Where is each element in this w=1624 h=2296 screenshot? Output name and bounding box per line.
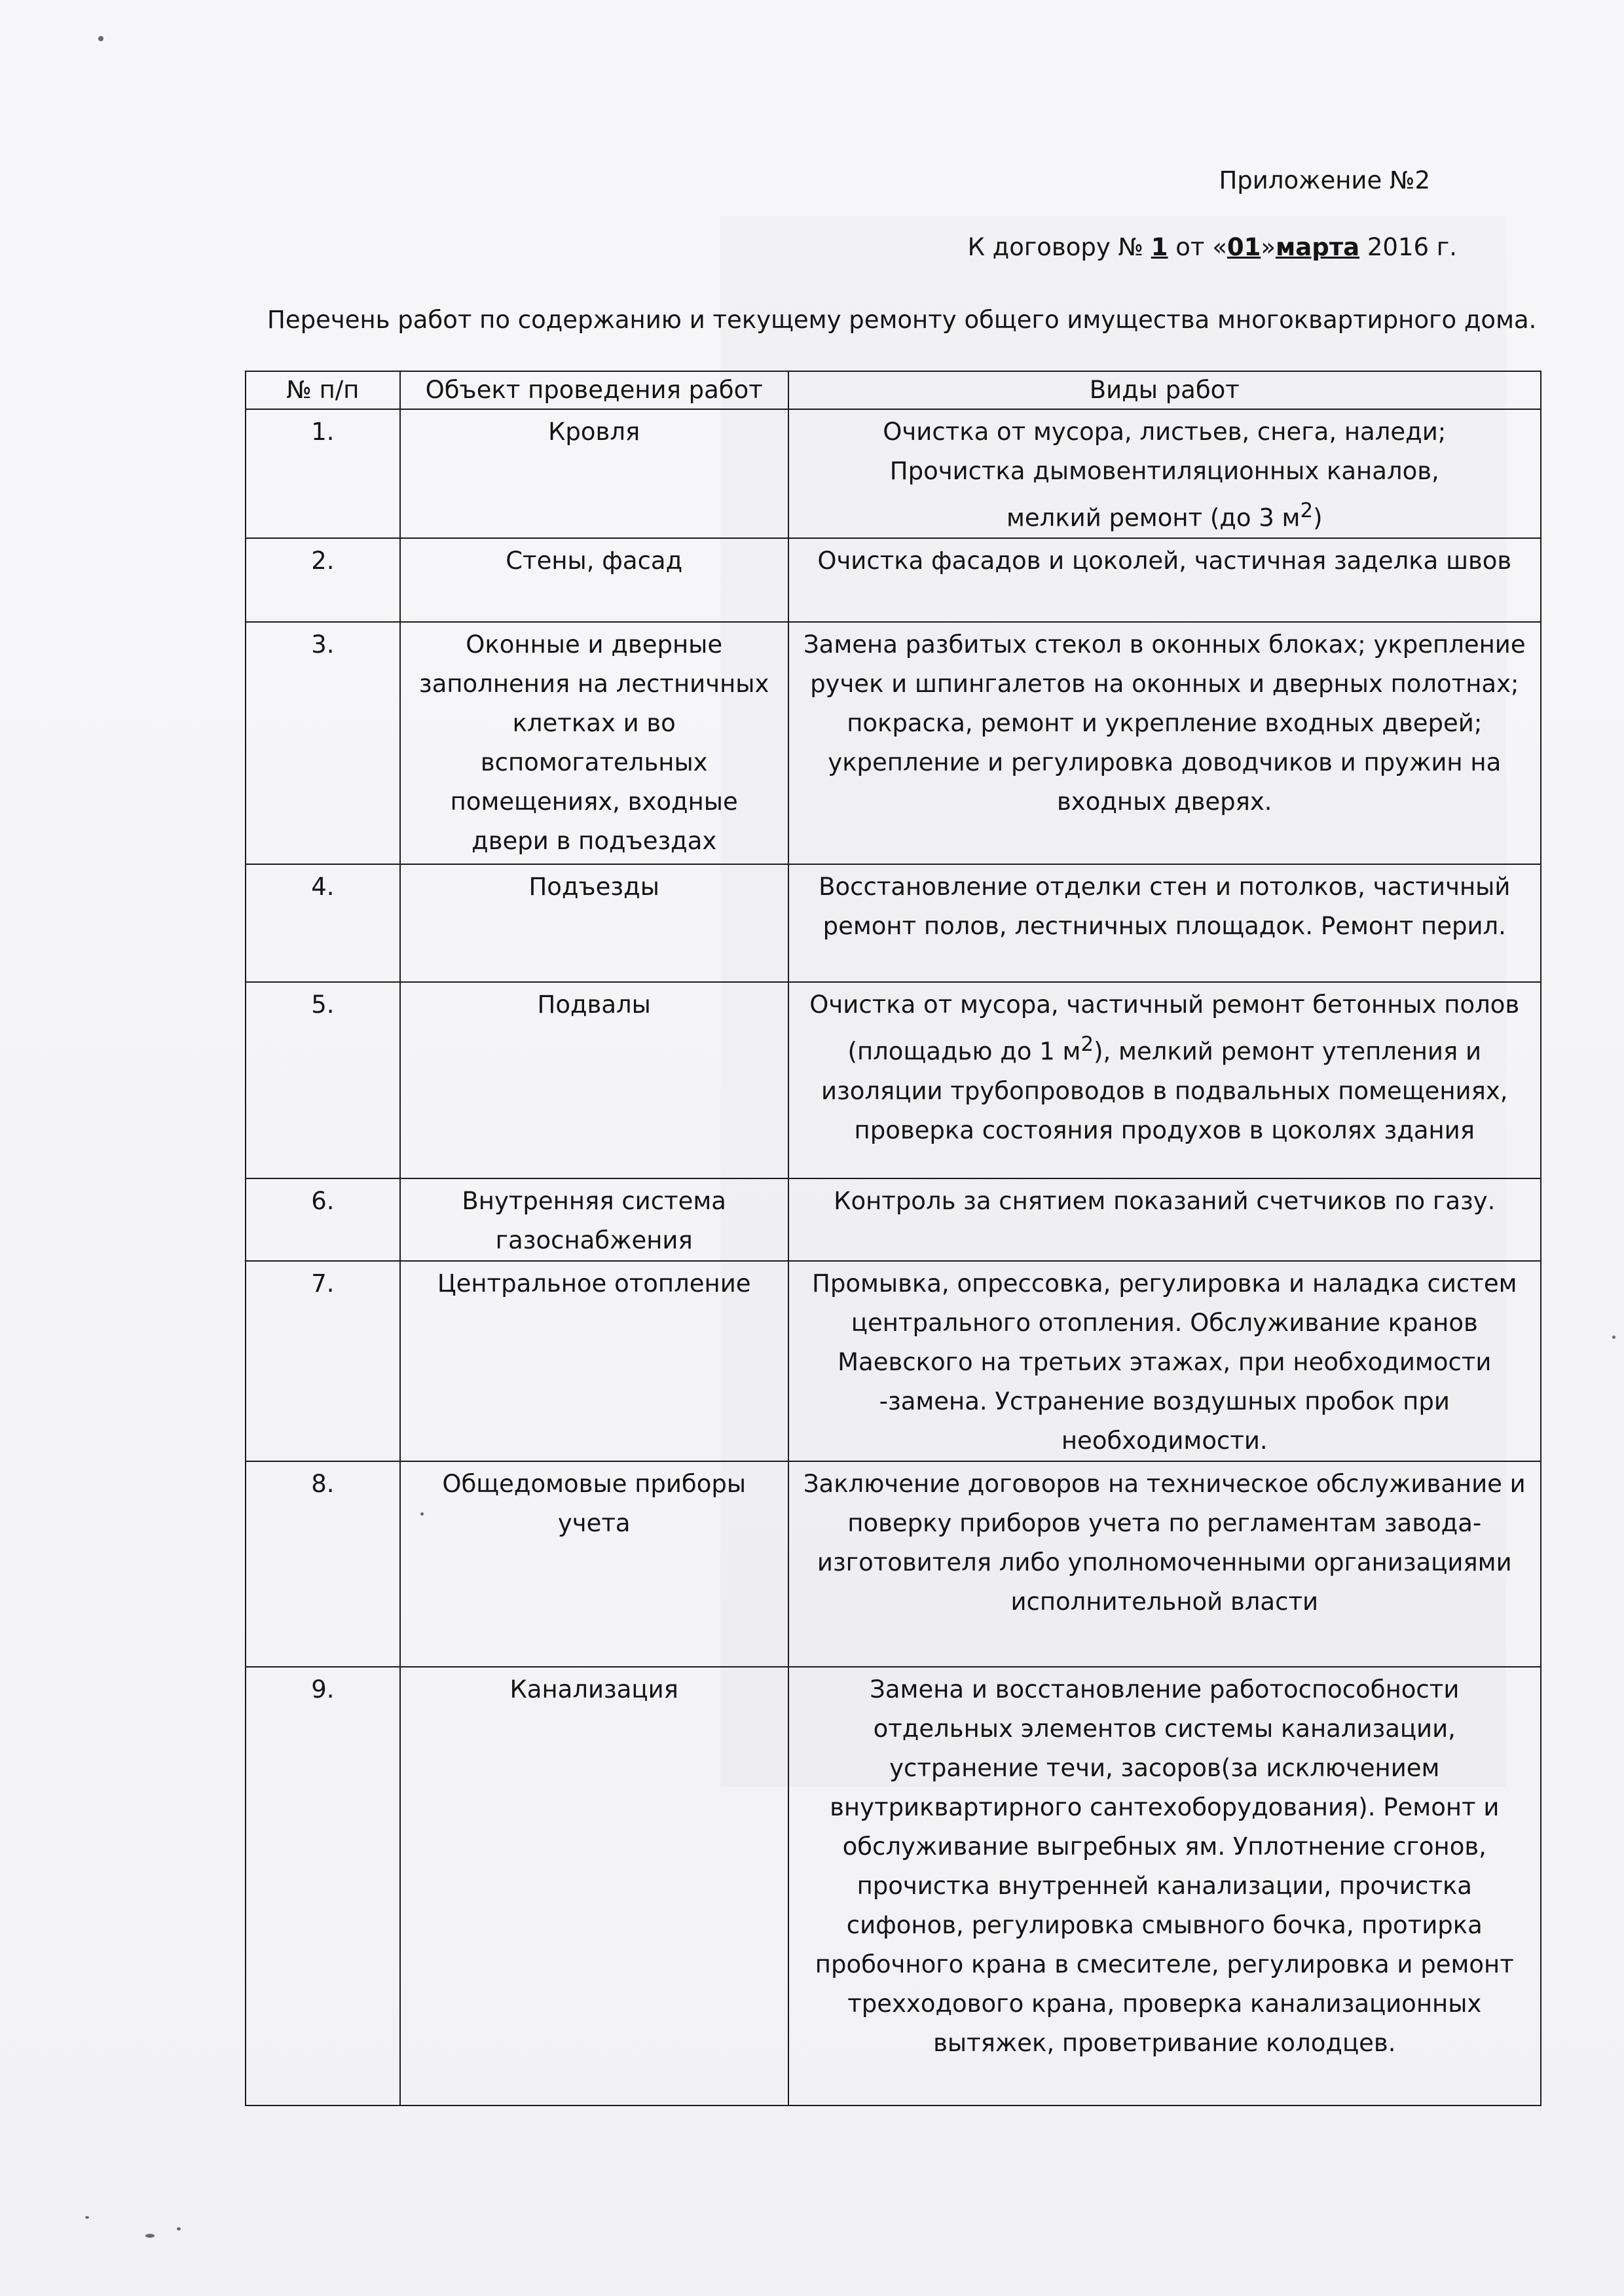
works-line: Очистка от мусора, листьев, снега, наледи; bbox=[883, 418, 1447, 446]
row-number: 8. bbox=[246, 1461, 400, 1667]
table-row bbox=[246, 622, 1541, 864]
contract-month: марта bbox=[1276, 233, 1360, 261]
table-header-row bbox=[246, 371, 1541, 409]
row-object: Подвалы bbox=[400, 982, 788, 1178]
row-number: 4. bbox=[246, 864, 400, 982]
table-row bbox=[246, 1261, 1541, 1461]
row-works: Очистка фасадов и цоколей, частичная заделка швов bbox=[788, 538, 1541, 622]
table-row bbox=[246, 1461, 1541, 1667]
column-header-object: Объект проведения работ bbox=[400, 371, 788, 409]
row-object: Общедомовые приборы учета bbox=[400, 1461, 788, 1667]
scan-speck bbox=[1612, 1336, 1615, 1339]
table-row bbox=[246, 982, 1541, 1178]
row-object: Канализация bbox=[400, 1667, 788, 2105]
contract-year: 2016 г. bbox=[1359, 233, 1457, 261]
row-number: 5. bbox=[246, 982, 400, 1178]
scan-speck bbox=[177, 2227, 181, 2231]
table-row bbox=[246, 409, 1541, 538]
contract-quote-close: » bbox=[1261, 233, 1276, 261]
row-object: Стены, фасад bbox=[400, 538, 788, 622]
row-number: 6. bbox=[246, 1178, 400, 1261]
contract-number: 1 bbox=[1151, 233, 1168, 261]
row-works: Контроль за снятием показаний счетчиков по газу. bbox=[788, 1178, 1541, 1261]
table-row bbox=[246, 1178, 1541, 1261]
row-object: Кровля bbox=[400, 409, 788, 538]
row-works: Замена и восстановление работоспособности отдельных элементов системы канализации, устранение течи, засоров(за исключением внутриквартирного сантехоборудования). Ремонт и обслуживание выгребных ям. Уплотнение сгонов, прочистка внутренней канализации, прочистка сифонов, регулировка смывного бочка, протирка пробочного крана в смесителе, регулировка и ремонт трехходового крана, проверка канализационных вытяжек, проветривание колодцев. bbox=[788, 1667, 1541, 2105]
works-line: мелкий ремонт (до 3 м bbox=[1006, 503, 1301, 532]
works-text: Очистка от мусора, частичный ремонт бетонных полов (площадью до 1 м bbox=[809, 991, 1520, 1066]
row-number: 1. bbox=[246, 409, 400, 538]
works-text: ), мелкий ремонт утепления и изоляции трубопроводов в подвальных помещениях, проверка состояния продухов в цоколях здания bbox=[821, 1037, 1508, 1144]
row-works bbox=[788, 409, 1541, 538]
row-number: 3. bbox=[246, 622, 400, 864]
scan-speck bbox=[98, 36, 103, 41]
row-works: Замена разбитых стекол в оконных блоках; укрепление ручек и шпингалетов на оконных и дверных полотнах; покраска, ремонт и укрепление входных дверей; укрепление и регулировка доводчиков и пружин на входных дверях. bbox=[788, 622, 1541, 864]
column-header-number: № п/п bbox=[246, 371, 400, 409]
row-works bbox=[788, 982, 1541, 1178]
row-works: Промывка, опрессовка, регулировка и наладка систем центрального отопления. Обслуживание кранов Маевского на третьих этажах, при необходимости -замена. Устранение воздушных пробок при необходимости. bbox=[788, 1261, 1541, 1461]
column-header-works: Виды работ bbox=[788, 371, 1541, 409]
table-row bbox=[246, 538, 1541, 622]
row-number: 7. bbox=[246, 1261, 400, 1461]
row-object: Внутренняя система газоснабжения bbox=[400, 1178, 788, 1261]
row-object: Подъезды bbox=[400, 864, 788, 982]
table-row bbox=[246, 864, 1541, 982]
works-line: ) bbox=[1313, 503, 1323, 532]
contract-reference bbox=[968, 233, 1457, 261]
row-object: Оконные и дверные заполнения на лестничных клетках и во вспомогательных помещениях, входные двери в подъездах bbox=[400, 622, 788, 864]
row-number: 2. bbox=[246, 538, 400, 622]
contract-from: от « bbox=[1168, 233, 1227, 261]
document-title: Перечень работ по содержанию и текущему ремонту общего имущества многоквартирного дома. bbox=[267, 306, 1537, 334]
scan-speck bbox=[145, 2234, 155, 2238]
contract-prefix: К договору № bbox=[967, 233, 1151, 261]
row-works: Восстановление отделки стен и потолков, частичный ремонт полов, лестничных площадок. Ремонт перил. bbox=[788, 864, 1541, 982]
appendix-label: Приложение №2 bbox=[1219, 166, 1430, 194]
scan-speck bbox=[85, 2216, 89, 2219]
table-row bbox=[246, 1667, 1541, 2105]
works-table bbox=[245, 371, 1541, 2106]
row-works: Заключение договоров на техническое обслуживание и поверку приборов учета по регламентам завода-изготовителя либо уполномоченными организациями исполнительной власти bbox=[788, 1461, 1541, 1667]
works-line: Прочистка дымовентиляционных каналов, bbox=[889, 457, 1439, 485]
superscript: 2 bbox=[1080, 1032, 1094, 1057]
contract-day: 01 bbox=[1227, 233, 1261, 261]
row-number: 9. bbox=[246, 1667, 400, 2105]
superscript: 2 bbox=[1300, 499, 1314, 522]
row-object: Центральное отопление bbox=[400, 1261, 788, 1461]
scan-speck bbox=[420, 1512, 424, 1516]
